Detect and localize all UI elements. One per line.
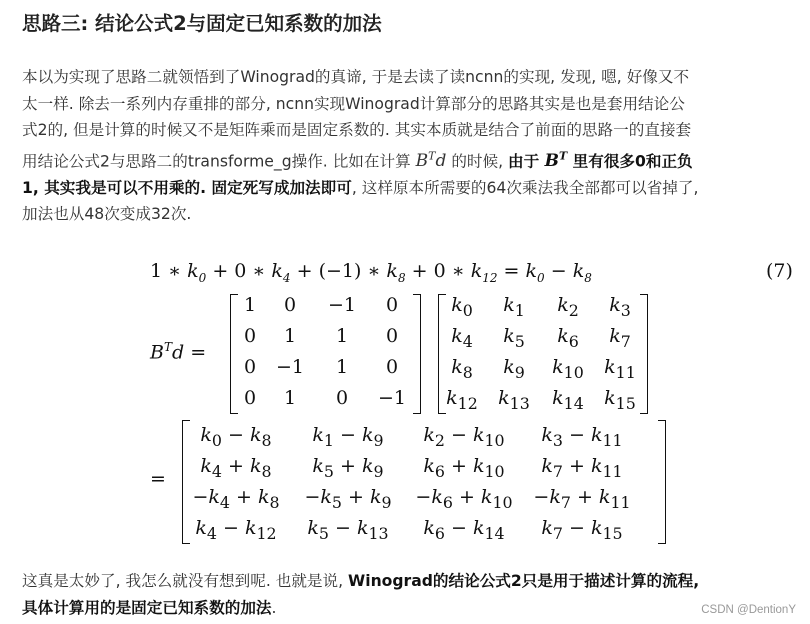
result-cell: $k_3 - k_{11}$ bbox=[541, 424, 623, 450]
text-segment: 的时候, bbox=[446, 152, 509, 171]
matrix-k-cell: $k_{13}$ bbox=[498, 387, 530, 413]
matrix-b-cell: −1 bbox=[275, 356, 304, 378]
result-cell: $k_7 - k_{15}$ bbox=[541, 517, 623, 543]
btd-label: $B^Td$ = bbox=[150, 340, 207, 364]
result-cell: $-k_5 + k_9$ bbox=[304, 486, 392, 512]
matrix-b-cell: 1 bbox=[243, 294, 257, 316]
matrix-k-cell: $k_{12}$ bbox=[446, 387, 478, 413]
equation-number: (7) bbox=[766, 260, 793, 282]
result-cell: $k_1 - k_9$ bbox=[312, 424, 384, 450]
text-segment: . bbox=[271, 598, 277, 617]
matrix-b-cell: −1 bbox=[377, 387, 406, 409]
result-cell: $-k_4 + k_8$ bbox=[192, 486, 280, 512]
inline-math-btd: $B^Td$ bbox=[415, 149, 447, 172]
matrix-k-cell: $k_6$ bbox=[557, 325, 579, 351]
text-line: 加法也从48次变成32次. bbox=[22, 205, 192, 224]
bold-segment: 由于 bbox=[508, 152, 545, 171]
bold-segment: Winograd的结论公式2只是用于描述计算的流程, bbox=[348, 572, 700, 590]
matrix-k-cell: $k_{14}$ bbox=[552, 387, 584, 413]
matrix-b-cell: 0 bbox=[283, 294, 297, 316]
matrix-b-cell: 0 bbox=[243, 325, 257, 347]
result-cell: $k_6 + k_{10}$ bbox=[423, 455, 505, 481]
matrix-b-cell: 0 bbox=[385, 356, 399, 378]
result-cell: $k_5 - k_{13}$ bbox=[307, 517, 389, 543]
matrix-k-cell: $k_9$ bbox=[503, 356, 525, 382]
section-heading: 思路三: 结论公式2与固定已知系数的加法 bbox=[22, 12, 382, 35]
matrix-k-cell: $k_1$ bbox=[503, 294, 525, 320]
matrix-b-cell: 1 bbox=[283, 387, 297, 409]
text-segment: , 这样原本所需要的64次乘法我全部都可以省掉了, bbox=[351, 178, 699, 197]
matrix-k-cell: $k_{15}$ bbox=[604, 387, 636, 413]
result-cell: $k_6 - k_{14}$ bbox=[423, 517, 505, 543]
matrix-k-cell: $k_3$ bbox=[609, 294, 631, 320]
result-cell: $k_5 + k_9$ bbox=[312, 455, 384, 481]
bold-segment: 里有很多0和正负 bbox=[567, 152, 693, 171]
matrix-b-cell: 1 bbox=[335, 325, 349, 347]
result-cell: $k_7 + k_{11}$ bbox=[541, 455, 623, 481]
result-cell: $k_4 - k_{12}$ bbox=[195, 517, 277, 543]
bold-segment: 具体计算用的是固定已知系数的加法 bbox=[22, 598, 272, 617]
bold-segment: 1, 其实我是可以不用乘的. 固定死写成加法即可 bbox=[22, 178, 352, 197]
matrix-b-cell: 1 bbox=[283, 325, 297, 347]
text-line bbox=[22, 568, 792, 595]
matrix-k-cell: $k_7$ bbox=[609, 325, 631, 351]
matrix-b-cell: 0 bbox=[335, 387, 349, 409]
matrix-b-cell: −1 bbox=[327, 294, 356, 316]
watermark: CSDN @DentionY bbox=[701, 604, 796, 616]
result-cell: $-k_7 + k_{11}$ bbox=[533, 486, 631, 512]
text-line bbox=[22, 595, 792, 622]
matrix-b-cell: 1 bbox=[335, 356, 349, 378]
result-cell: $k_4 + k_8$ bbox=[200, 455, 272, 481]
equation-7: 1 ∗ $k_0 + 0$ ∗ $k_4 + (-1)$ ∗ $k_8 + 0$ ∗ $k_{12} = k_0 - k_8$ bbox=[150, 260, 592, 285]
text-segment: 用结论公式2与思路二的transforme_g操作. 比如在计算 bbox=[22, 152, 416, 171]
result-cell: $k_2 - k_{10}$ bbox=[423, 424, 505, 450]
text-line: 太一样. 除去一系列内存重排的部分, ncnn实现Winograd计算部分的思路其实是也是套用结论公 bbox=[22, 94, 685, 113]
result-equals: = bbox=[150, 468, 166, 490]
text-line: 式2的, 但是计算的时候又不是矩阵乘而是固定系数的. 其实本质就是结合了前面的思路一的直接套 bbox=[22, 121, 692, 139]
matrix-k-cell: $k_5$ bbox=[503, 325, 525, 351]
text-line: 本以为实现了思路二就领悟到了Winograd的真谛, 于是去读了读ncnn的实现, 发现, 嗯, 好像又不 bbox=[22, 68, 690, 86]
matrix-k-cell: $k_4$ bbox=[451, 325, 473, 351]
result-right-bracket bbox=[658, 420, 666, 544]
matrix-k-cell: $k_8$ bbox=[451, 356, 473, 382]
result-cell: $k_0 - k_8$ bbox=[200, 424, 272, 450]
matrix-k-cell: $k_0$ bbox=[451, 294, 473, 320]
matrix-b-cell: 0 bbox=[385, 294, 399, 316]
matrix-b-cell: 0 bbox=[243, 356, 257, 378]
result-cell: $-k_6 + k_{10}$ bbox=[415, 486, 513, 512]
matrix-k-cell: $k_{10}$ bbox=[552, 356, 584, 382]
inline-math-bt: $B^T$ bbox=[544, 149, 568, 172]
matrix-b-cell: 0 bbox=[385, 325, 399, 347]
conclusion-paragraph bbox=[22, 568, 792, 621]
matrix-k-cell: $k_{11}$ bbox=[604, 356, 636, 382]
matrix-k-cell: $k_2$ bbox=[557, 294, 579, 320]
matrix-b-cell: 0 bbox=[243, 387, 257, 409]
text-segment: 这真是太妙了, 我怎么就没有想到呢. 也就是说, bbox=[22, 572, 349, 590]
